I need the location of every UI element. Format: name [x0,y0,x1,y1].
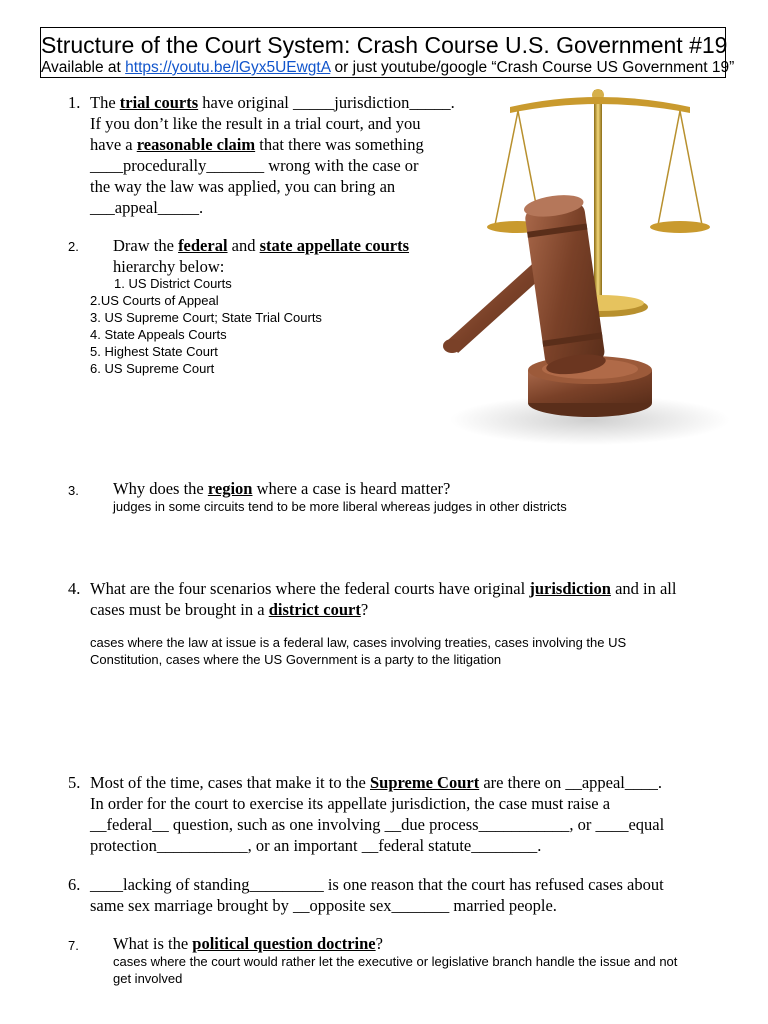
scales-and-gavel-illustration [440,85,740,455]
q5-line-2: In order for the court to exercise its appellate jurisdiction, the case must raise a [90,794,611,813]
q7-answer-line-1: cases where the court would rather let the executive or legislative branch handle the issue and not [113,954,678,969]
source-line [41,59,735,77]
question-6 [90,874,750,916]
list-item: 5. Highest State Court [90,344,218,359]
q6-line-2: same sex marriage brought by __opposite sex_______ married people. [90,896,557,915]
question-2 [113,235,443,277]
worksheet-title: Structure of the Court System: Crash Course U.S. Government #19 [41,32,728,58]
question-1 [90,92,490,218]
q5-line-3: __federal__ question, such as one involving __due process___________, or ____equal [90,815,665,834]
q7-number: 7. [68,938,79,953]
hierarchy-list [90,275,430,377]
question-5 [90,772,750,856]
term-jurisdiction: jurisdiction [529,579,611,598]
term-political-question-doctrine: political question doctrine [192,934,376,953]
q4-line-2: cases must be brought in a district court? [90,600,369,619]
q7-answer [113,953,733,987]
term-region: region [207,479,253,498]
term-federal: federal [178,236,228,255]
video-link[interactable]: https://youtu.be/lGyx5UEwgtA [125,59,331,76]
q5-number: 5. [68,773,81,792]
q6-number: 6. [68,875,81,894]
question-3: Why does the region where a case is heard matter? [113,479,451,498]
q5-line-4: protection___________, or an important __federal statute________. [90,836,542,855]
list-item: 3. US Supreme Court; State Trial Courts [90,310,322,325]
q7-answer-line-2: get involved [113,971,183,986]
question-7: What is the political question doctrine? [113,934,383,953]
term-reasonable-claim: reasonable claim [136,135,256,154]
q1-line-4: ____procedurally_______ wrong with the case or [90,156,419,175]
list-item: 2.US Courts of Appeal [90,293,219,308]
worksheet-header [40,27,735,78]
list-item: 4. State Appeals Courts [90,327,227,342]
q2-line-1: Draw the federal and state appellate courts [113,236,410,255]
q4-answer-line-1: cases where the law at issue is a federal law, cases involving treaties, cases involving the US [90,635,627,650]
q1-line-3: have a reasonable claim that there was something [90,135,424,154]
term-supreme-court: Supreme Court [369,773,480,792]
list-item: 1. US District Courts [114,276,232,291]
q6-line-1: ____lacking of standing_________ is one reason that the court has refused cases about [90,875,664,894]
q2-number: 2. [68,239,79,254]
q4-answer-line-2: Constitution, cases where the US Government is a party to the litigation [90,652,502,667]
q3-number: 3. [68,483,79,498]
q1-line-2: If you don’t like the result in a trial court, and you [90,114,421,133]
source-prefix: Available at [41,59,126,76]
q4-answer [90,634,740,668]
term-district-court: district court [268,600,361,619]
q5-line-1: Most of the time, cases that make it to the Supreme Court are there on __appeal____. [90,773,663,792]
q1-number: 1. [68,93,81,112]
q3-answer: judges in some circuits tend to be more liberal whereas judges in other districts [113,499,567,514]
q2-line-2: hierarchy below: [113,257,225,276]
q1-line-6: ___appeal_____. [90,198,204,217]
term-state-appellate-courts: state appellate courts [259,236,410,255]
source-suffix: or just youtube/google “Crash Course US Government 19” [330,59,735,76]
q1-line-1: The trial courts have original _____jurisdiction_____. [90,93,455,112]
q4-number: 4. [68,579,81,598]
question-4 [90,578,740,620]
term-trial-courts: trial courts [119,93,199,112]
q4-line-1: What are the four scenarios where the federal courts have original jurisdiction and in all [90,579,677,598]
list-item: 6. US Supreme Court [90,361,215,376]
q1-line-5: the way the law was applied, you can bring an [90,177,396,196]
